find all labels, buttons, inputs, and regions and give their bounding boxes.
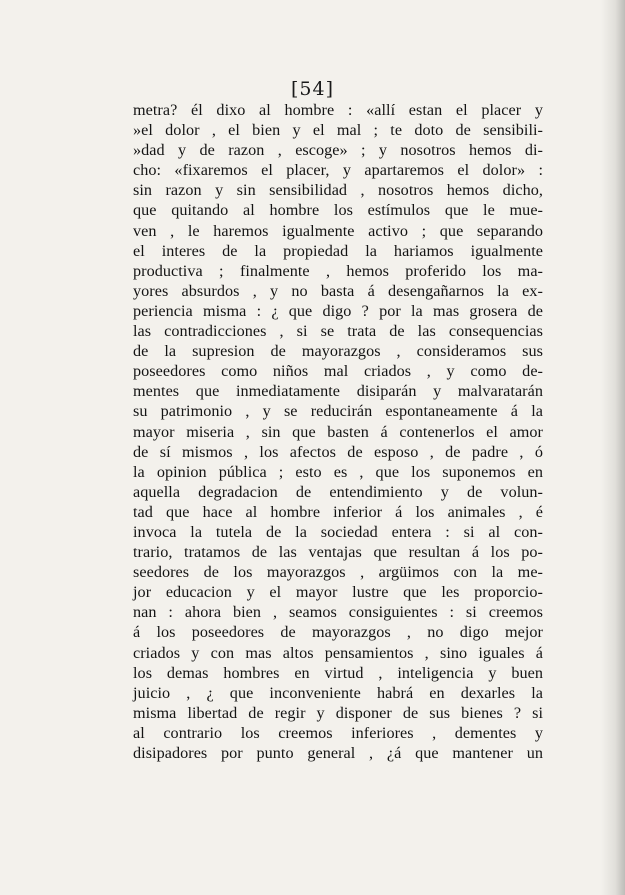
text-line: de la supresion de mayorazgos , consideramos sus	[133, 342, 543, 361]
text-line: á los poseedores de mayorazgos , no digo mejor	[133, 623, 543, 642]
page-edge-shadow	[601, 0, 625, 895]
text-line: trario, tratamos de las ventajas que resultan á los po-	[133, 543, 543, 562]
text-line: yores absurdos , y no basta á desengañarnos la ex-	[133, 281, 543, 300]
text-line: jor educacion y el mayor lustre que les proporcio-	[133, 583, 543, 602]
text-line: »dad y de razon , escoge» ; y nosotros hemos di-	[133, 141, 543, 160]
text-line: su patrimonio , y se reducirán espontaneamente á la	[133, 402, 543, 421]
text-line: seedores de los mayorazgos , argüimos con la me-	[133, 563, 543, 582]
text-line: el interes de la propiedad la hariamos igualmente	[133, 241, 543, 260]
page-number: [54]	[290, 78, 334, 100]
text-line: cho: «fixaremos el placer, y apartaremos el dolor» :	[133, 161, 543, 180]
text-line: invoca la tutela de la sociedad entera : si al con-	[133, 522, 543, 541]
text-line: de sí mismos , los afectos de esposo , de padre , ó	[133, 442, 543, 461]
text-line: »el dolor , el bien y el mal ; te doto de sensibili-	[133, 121, 543, 140]
text-line: la opinion pública ; esto es , que los suponemos en	[133, 462, 543, 481]
text-line: mentes que inmediatamente disiparán y malvaratarán	[133, 382, 543, 401]
body-text	[133, 100, 543, 763]
text-line: que quitando al hombre los estímulos que le mue-	[133, 201, 543, 220]
text-line: criados y con mas altos pensamientos , sino iguales á	[133, 643, 543, 662]
text-line: periencia misma : ¿ que digo ? por la mas grosera de	[133, 301, 543, 320]
text-line: nan : ahora bien , seamos consiguientes : si creemos	[133, 603, 543, 622]
text-line: al contrario los creemos inferiores , dementes y	[133, 723, 543, 742]
text-line: metra? él dixo al hombre : «allí estan el placer y	[133, 101, 543, 119]
text-line: productiva ; finalmente , hemos proferido los ma-	[133, 261, 543, 280]
text-line: los demas hombres en virtud , inteligencia y buen	[133, 663, 543, 682]
text-line: aquella degradacion de entendimiento y de volun-	[133, 482, 543, 501]
text-line: sin razon y sin sensibilidad , nosotros hemos dicho,	[133, 181, 543, 200]
text-line: poseedores como niños mal criados , y como de-	[133, 362, 543, 381]
text-line: misma libertad de regir y disponer de sus bienes ? si	[133, 703, 543, 722]
text-line: tad que hace al hombre inferior á los animales , é	[133, 502, 543, 521]
text-line: las contradicciones , si se trata de las consequencias	[133, 322, 543, 341]
text-line: ven , le haremos igualmente activo ; que separando	[133, 221, 543, 240]
text-line: disipadores por punto general , ¿á que mantener un	[133, 744, 543, 762]
text-line: mayor miseria , sin que basten á contenerlos el amor	[133, 422, 543, 441]
text-line: juicio , ¿ que inconveniente habrá en dexarles la	[133, 683, 543, 702]
